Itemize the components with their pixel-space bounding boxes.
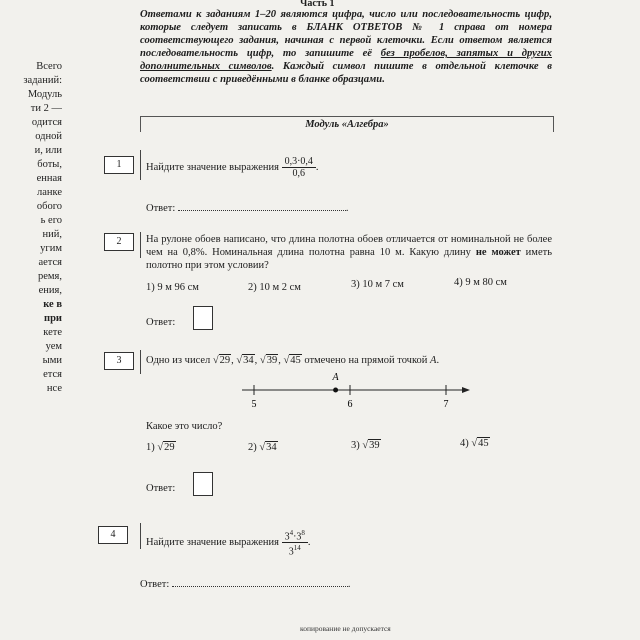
q1-answer-line[interactable] xyxy=(178,201,346,211)
left-margin-line: Всего xyxy=(36,61,62,72)
q4-answer-label: Ответ: xyxy=(140,579,170,590)
q3-number: 3 xyxy=(104,352,134,370)
q2-option-3: 3) 10 м 7 см xyxy=(351,279,404,290)
q3-answer-label: Ответ: xyxy=(146,483,176,494)
q3-root-2: √34 xyxy=(236,355,254,366)
q1-denominator: 0,6 xyxy=(292,168,305,179)
q2-answer-label: Ответ: xyxy=(146,317,176,328)
q3-option-3: 3) √39 xyxy=(351,440,380,451)
left-margin-line: нсе xyxy=(46,383,62,394)
left-margin-line: одной xyxy=(35,131,62,142)
q2-margin-line xyxy=(140,232,141,258)
instructions xyxy=(140,8,552,86)
q2-option-1: 1) 9 м 96 см xyxy=(146,282,199,293)
left-margin-line: заданий: xyxy=(23,75,62,86)
left-margin-line: обого xyxy=(36,201,62,212)
q3-number-line xyxy=(230,366,470,410)
q2-number: 2 xyxy=(104,233,134,251)
part-label: Часть 1 xyxy=(300,0,335,9)
number-line-point-a xyxy=(333,388,338,393)
q1-suffix: . xyxy=(315,161,319,173)
module-title: Модуль «Алгебра» xyxy=(305,119,389,130)
q3-option-4: 4) √45 xyxy=(460,438,489,449)
q4-denominator: $3^{14}$ xyxy=(288,544,301,558)
footer-note: копирование не допускается xyxy=(300,624,391,633)
left-margin-line: ается xyxy=(38,257,62,268)
q1-numerator: 0,3·0,4 xyxy=(282,156,316,168)
left-margin-line: угим xyxy=(40,243,62,254)
left-margin-text xyxy=(0,60,62,396)
q2-option-4: 4) 9 м 80 см xyxy=(454,277,507,288)
q1-margin-line xyxy=(140,150,141,180)
left-margin-line: ке в xyxy=(43,299,62,310)
number-line-tick-label: 5 xyxy=(251,399,257,410)
q3-option-2: 2) √34 xyxy=(248,442,277,453)
q1-answer xyxy=(146,201,348,215)
left-margin-line: ний, xyxy=(42,229,62,240)
q1-answer-label: Ответ: xyxy=(146,203,176,214)
left-margin-line: одится xyxy=(31,117,62,128)
q4-prefix: Найдите значение выражения xyxy=(146,537,279,549)
q4-margin-line xyxy=(140,523,141,549)
left-margin-line: ланке xyxy=(36,187,62,198)
q4-fraction xyxy=(282,528,308,558)
left-margin-line: уем xyxy=(45,341,62,352)
number-line-arrow xyxy=(462,387,470,393)
number-line-tick-label: 7 xyxy=(443,399,449,410)
q2-text xyxy=(146,233,552,272)
q2-text-2: иметь полотно при этом условии? xyxy=(146,247,552,271)
q3-root-1: √29 xyxy=(212,355,231,366)
q2-answer-box[interactable] xyxy=(193,306,213,330)
left-margin-line: енная xyxy=(36,173,62,184)
left-margin-line: ь его xyxy=(40,215,62,226)
q3-margin-line xyxy=(140,350,141,374)
left-margin-line: и, или xyxy=(34,145,62,156)
instructions-underlined: без пробелов, запятых и других дополнительных символов xyxy=(140,48,552,72)
number-line-point-label: A xyxy=(332,372,339,383)
q1-fraction xyxy=(282,156,316,179)
left-margin-line: кете xyxy=(43,327,62,338)
q4-text xyxy=(146,528,311,558)
module-header xyxy=(140,116,554,132)
instructions-text-1: Ответами к заданиям 1–20 являются цифра, число или последовательность цифр, которые следует записать в БЛАНК ОТВЕТОВ № 1 справа от номера соответствующего задания, начиная с первой клеточки. Если ответом является последовательность цифр, то запишите её xyxy=(140,9,552,59)
q3-answer-box[interactable] xyxy=(193,472,213,496)
q1-text xyxy=(146,156,319,179)
left-margin-line: боты, xyxy=(37,159,62,170)
number-line-tick-label: 6 xyxy=(347,399,353,410)
q4-answer-end: . xyxy=(347,579,351,590)
q4-suffix: . xyxy=(307,537,311,549)
q3-suffix: отмечено на прямой точкой xyxy=(304,355,428,366)
q4-answer-line[interactable] xyxy=(172,577,348,587)
left-margin-line: ения, xyxy=(38,285,62,296)
q3-prefix: Одно из чисел xyxy=(146,355,211,366)
q3-option-1: 1) √29 xyxy=(146,442,175,453)
q1-prefix: Найдите значение выражения xyxy=(146,161,279,173)
left-margin-line: ется xyxy=(43,369,62,380)
q3-point-name: A xyxy=(430,355,437,366)
instructions-text-2: . Каждый символ пишите в отдельной клеточке в соответствии с приведёнными в бланке образцами. xyxy=(140,61,552,85)
q1-number: 1 xyxy=(104,156,134,174)
left-margin-line: ти 2 — xyxy=(30,103,62,114)
q4-numerator: $3^4\cdot 3^8$ xyxy=(282,528,308,543)
left-margin-line: ыми xyxy=(42,355,62,366)
left-margin-line: Модуль xyxy=(27,89,62,100)
q1-answer-end: . xyxy=(345,203,349,214)
q4-number: 4 xyxy=(98,526,128,544)
q3-question: Какое это число? xyxy=(146,421,223,432)
q2-bold: не может xyxy=(475,247,521,258)
q3-text: Одно из чисел √29, √34, √39, √45 отмечено на прямой точкой A. xyxy=(146,355,440,366)
q4-answer xyxy=(140,577,350,591)
q2-option-2: 2) 10 м 2 см xyxy=(248,282,301,293)
left-margin-line: при xyxy=(44,313,62,324)
q3-root-3: √39 xyxy=(259,355,278,366)
q3-root-4: √45 xyxy=(283,355,301,366)
left-margin-line: ремя, xyxy=(37,271,62,282)
q2-text-1: На рулоне обоев написано, что длина полотна обоев отличается от номинальной не более чем на 0,8%. Номинальная длина полотна равна 10 м. Какую длину xyxy=(146,234,552,258)
